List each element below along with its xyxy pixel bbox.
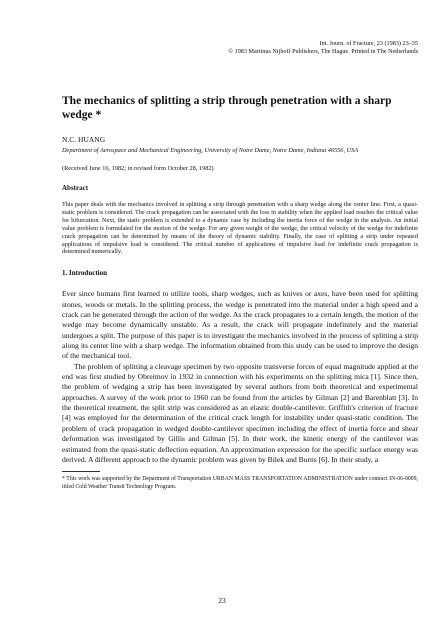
- page-number: 23: [218, 596, 226, 605]
- journal-citation: Int. Journ. of Fracture, 23 (1983) 23–35: [319, 40, 418, 47]
- publisher-line: © 1983 Martinus Nijhoff Publishers, The Hague. Printed in The Netherlands: [228, 48, 418, 55]
- abstract-heading: Abstract: [62, 184, 89, 192]
- introduction-paragraph-1: Ever since humans first learned to utilize tools, sharp wedges, such as knives or axes, have been used for splitting stones, woods or metals. In the splitting process, the wedge is penetrated into the material under a high speed and a crack can be generated through the action of the wedge. As the crack propagates to a certain length, the motion of the wedge may become dynamically unstable. As a result, the crack will propagate indefinitely and the material undergoes a split. The purpose of this paper is to investigate the mechanics involved in the process of splitting a strip along its center line with a sharp wedge. The information obtained from this study can be used to improve the design of the mechanical tool.: [62, 289, 418, 361]
- article-page: [62, 40, 418, 491]
- received-date: (Received June 16, 1982; in revised form October 28, 1982): [62, 165, 214, 172]
- introduction-paragraph-2: The problem of splitting a cleavage specimen by two opposite transverse forces of equal magnitude applied at the end was first studied by Obreimov in 1932 in connection with his experiments on the splitting mica [1]. Since then, the problem of wedging a strip has been investigated by several authors from both theoretical and experimental approaches. A survey of the work prior to 1960 can be found from the articles by Gilman [2] and Barenblatt [3]. In the theoretical treatment, the split strip was considered as an elastic double-cantilever. Griffith's criterion of fracture [4] was employed for the determination of the critical crack length for instability under quasi-static condition. The problem of crack propagation in wedged double-cantilever specimen including the effect of inertia force and shear deformation was investigated by Gillis and Gilman [5]. In their work, the kinetic energy of the cantilever was estimated from the quasi-static deflection equation. An approximation expression for the specific surface energy was derived. A different approach to the dynamic problem was given by Bilek and Burns [6]. In their study, a: [62, 361, 418, 464]
- footnote-divider: [62, 471, 100, 472]
- author-affiliation: Department of Aerospace and Mechanical Engineering, University of Notre Dame, Notre Dame, Indiana 46556, USA: [62, 147, 359, 154]
- introduction-body: [62, 289, 418, 465]
- abstract-text: This paper deals with the mechanics involved in splitting a strip through penetration with a sharp wedge along the center line. First, a quasi-static problem is considered. The crack propagation can be associated with the loss in stability when the applied load reaches the critical value for bifurcation. Next, the static problem is extended to a dynamic case by including the inertia force of the wedge in the analysis. An initial value problem is formulated for the motion of the wedge. For any given weight of the wedge, the critical velocity of the wedge for indefinite crack propagation can be determined by means of the theory of dynamic stability. Finally, the case of splitting a strip under repeated applications of impulsive load is considered. The critical number of applications of impulsive load for indefinite crack propagation is determined numerically.: [62, 201, 418, 256]
- funding-footnote: * This work was supported by the Department of Transportation URBAN MASS TRANSPORTATION ADMINISTRATION under contract IN-06-0009, titled Cold Weather Transit Technology Program.: [62, 476, 418, 490]
- author-name: N.C. HUANG: [62, 135, 106, 144]
- journal-header: [62, 40, 418, 56]
- introduction-heading: 1. Introduction: [62, 269, 107, 278]
- article-title: The mechanics of splitting a strip through penetration with a sharp wedge *: [62, 95, 392, 121]
